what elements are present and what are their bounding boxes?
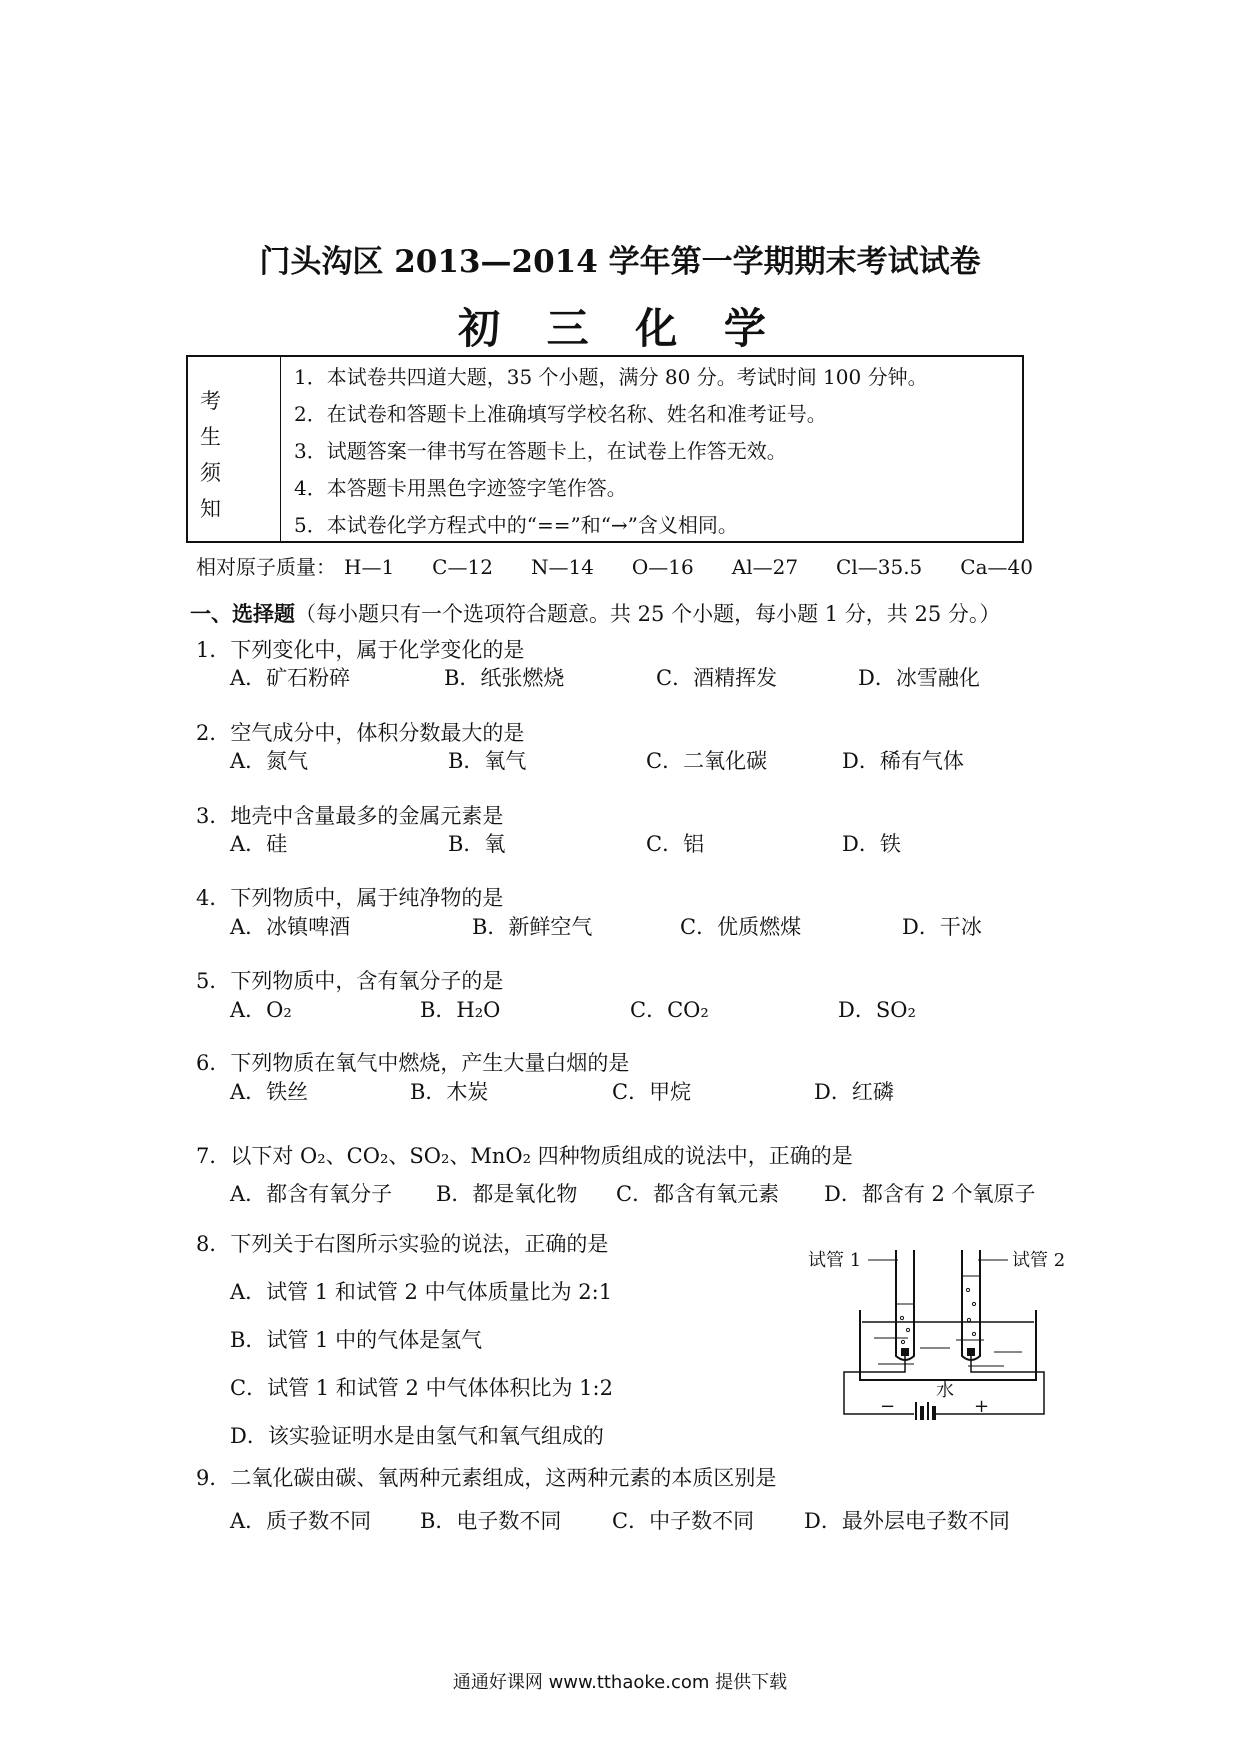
question-stem: 9．二氧化碳由碳、氧两种元素组成，这两种元素的本质区别是 [196,1466,777,1490]
option: A．试管 1 和试管 2 中气体质量比为 2:1 [230,1280,613,1304]
atomic-masses-label: 相对原子质量： [196,555,336,579]
option: D．都含有 2 个氧原子 [824,1182,1036,1206]
section-title: 一、选择题 [190,601,295,626]
question-stem: 1．下列变化中，属于化学变化的是 [196,638,525,662]
notice-label [188,357,281,541]
bubble [900,1316,903,1319]
option: A．硅 [230,832,288,856]
positive-terminal: + [974,1396,990,1417]
notice-item: 1．本试卷共四道大题，35 个小题，满分 80 分。考试时间 100 分钟。 [294,365,928,389]
notice-label-char: 须 [200,461,221,485]
option: C．都含有氧元素 [616,1182,780,1206]
option: B．电子数不同 [420,1509,562,1533]
option: C．酒精挥发 [656,666,778,690]
beaker [860,1310,1036,1380]
notice-item: 5．本试卷化学方程式中的“==”和“→”含义相同。 [294,513,738,537]
notice-label-char: 知 [200,497,221,521]
option: A．矿石粉碎 [230,666,351,690]
option: A．质子数不同 [230,1509,372,1533]
exam-subject: 初 三 化 学 [458,304,782,353]
section-heading [190,598,1000,628]
option: C．优质燃煤 [680,915,802,939]
electrode-2 [967,1348,975,1356]
atomic-mass: C—12 [432,555,493,579]
option: C．铝 [646,832,705,856]
question-stem: 3．地壳中含量最多的金属元素是 [196,804,504,828]
test-tube-2 [962,1250,980,1360]
electrolysis-diagram [808,1240,1080,1420]
option: D．冰雪融化 [858,666,980,690]
notice-item: 2．在试卷和答题卡上准确填写学校名称、姓名和准考证号。 [294,402,827,426]
question-stem: 4．下列物质中，属于纯净物的是 [196,886,504,910]
notice-label-char: 考 [200,389,221,413]
wire-negative [844,1356,914,1414]
option: A．氮气 [230,749,309,773]
question-stem: 8．下列关于右图所示实验的说法，正确的是 [196,1232,609,1256]
atomic-masses [196,551,1071,580]
option: A．铁丝 [230,1080,309,1104]
section-instructions: （每小题只有一个选项符合题意。共 25 个小题，每小题 1 分，共 25 分。） [295,602,1001,626]
test-tube-1 [896,1250,914,1360]
option: D．该实验证明水是由氢气和氧气组成的 [230,1424,604,1448]
bubble [967,1318,970,1321]
option: B．H₂O [420,998,501,1022]
atomic-mass: N—14 [530,555,594,579]
atomic-mass: Al—27 [731,555,799,579]
option: C．中子数不同 [612,1509,755,1533]
option: C．CO₂ [630,998,709,1022]
atomic-mass: O—16 [631,555,694,579]
bubble [966,1288,969,1291]
question-stem: 7．以下对 O₂、CO₂、SO₂、MnO₂ 四种物质组成的说法中，正确的是 [196,1144,853,1168]
tube-2-label: 试管 2 [1012,1250,1066,1271]
question-stem: 6．下列物质在氧气中燃烧，产生大量白烟的是 [196,1051,630,1075]
exam-title: 门头沟区 2013—2014 学年第一学期期末考试试卷 [259,244,981,280]
option: D．干冰 [902,915,982,939]
option: C．试管 1 和试管 2 中气体体积比为 1:2 [230,1376,613,1400]
notice-item: 3．试题答案一律书写在答题卡上，在试卷上作答无效。 [294,439,787,463]
option: A．都含有氧分子 [230,1182,393,1206]
option: B．木炭 [410,1080,489,1104]
option: A．O₂ [230,998,292,1022]
option: D．稀有气体 [842,749,964,773]
option: D．红磷 [814,1080,894,1104]
option: C．二氧化碳 [646,749,768,773]
tube-1-label: 试管 1 [808,1250,862,1271]
option: D．最外层电子数不同 [804,1509,1010,1533]
option: B．试管 1 中的气体是氢气 [230,1328,483,1352]
option: A．冰镇啤酒 [230,915,351,939]
option: B．新鲜空气 [472,915,593,939]
footer-credit: 通通好课网 www.tthaoke.com 提供下载 [452,1672,788,1693]
negative-terminal: − [880,1396,896,1417]
bubble [972,1302,975,1305]
electrode-1 [901,1348,909,1356]
bubble [906,1328,909,1331]
water-label: 水 [936,1380,954,1401]
option: C．甲烷 [612,1080,692,1104]
option: B．纸张燃烧 [444,666,565,690]
option: B．氧气 [448,749,527,773]
notice-item: 4．本答题卡用黑色字迹签字笔作答。 [294,476,627,500]
candidate-notice-box [186,355,1024,543]
option: D．SO₂ [838,998,916,1022]
option: B．都是氧化物 [436,1182,578,1206]
question-stem: 2．空气成分中，体积分数最大的是 [196,721,525,745]
atomic-mass: H—1 [344,555,395,579]
option: D．铁 [842,832,901,856]
bubble [901,1340,904,1343]
question-stem: 5．下列物质中，含有氧分子的是 [196,969,504,993]
option: B．氧 [448,832,506,856]
atomic-mass: Cl—35.5 [836,555,923,579]
notice-label-char: 生 [200,425,221,449]
bubble [972,1332,975,1335]
atomic-mass: Ca—40 [960,555,1033,579]
